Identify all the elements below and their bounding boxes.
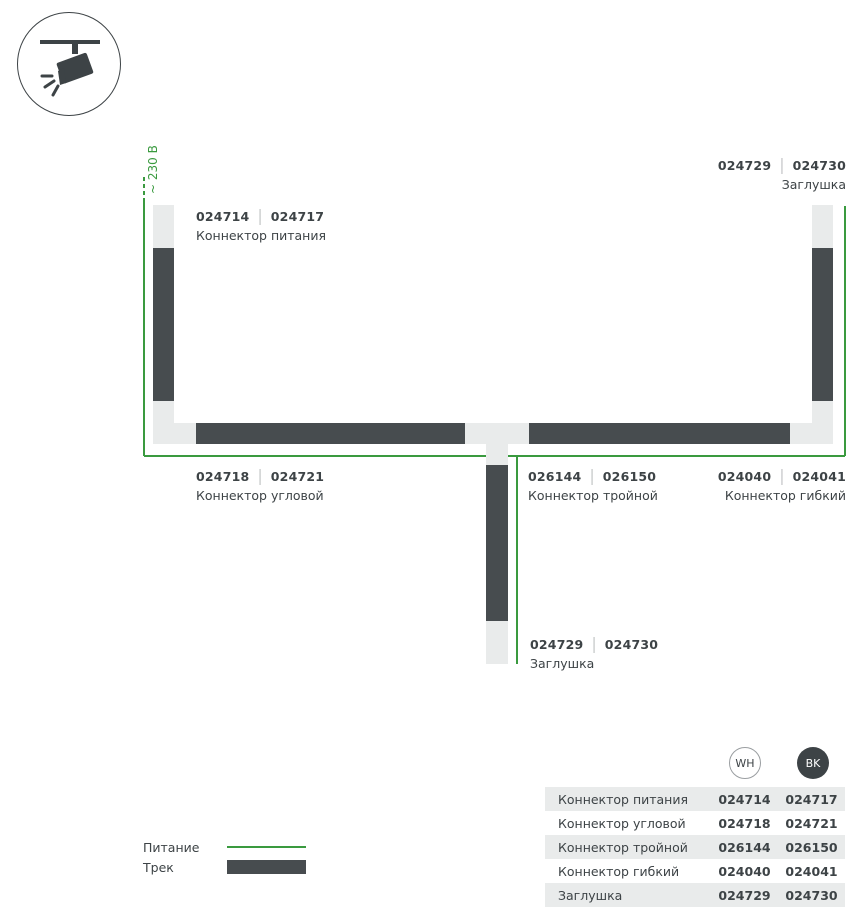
table-row: [545, 787, 845, 811]
legend-track-label: Трек: [143, 860, 174, 875]
tee-connector-stem: [486, 444, 508, 465]
color-badge-white: WH: [729, 747, 761, 779]
label-corner-connector: 024718 | 024721 Коннектор угловой: [196, 466, 325, 503]
row-code-bk: 024721: [785, 815, 838, 831]
code-wh: 024718: [196, 469, 250, 484]
track-bottom-right: [529, 423, 790, 444]
code-bk: 024730: [604, 637, 659, 652]
row-name: Коннектор угловой: [558, 815, 686, 831]
end-cap-top-right: [812, 205, 833, 248]
track-bottom-left: [196, 423, 465, 444]
label-tee-connector: 026144 | 026150 Коннектор тройной: [528, 466, 658, 503]
label-end-cap-bottom: 024729 | 024730 Заглушка: [530, 634, 659, 671]
code-bk: 024041: [792, 469, 846, 484]
row-code-wh: 026144: [711, 835, 778, 859]
component-name: Коннектор гибкий: [724, 488, 846, 503]
component-name: Коннектор питания: [196, 228, 326, 243]
row-code-bk: 024730: [778, 883, 845, 907]
table-row: [545, 859, 845, 883]
code-wh: 024714: [196, 209, 250, 224]
row-code-bk: 024041: [785, 863, 838, 879]
table-row: [545, 883, 845, 907]
flex-connector-arm: [812, 401, 833, 423]
label-flex-connector: 024040 | 024041 Коннектор гибкий: [717, 466, 846, 503]
component-name: Заглушка: [530, 656, 595, 671]
track-stem: [486, 465, 508, 621]
track-right: [812, 248, 833, 401]
component-name: Коннектор тройной: [528, 488, 658, 503]
spec-table: [545, 787, 845, 907]
tee-connector: [465, 423, 529, 444]
table-row: [545, 835, 845, 859]
code-wh: 024040: [717, 469, 772, 484]
color-badge-black: BK: [797, 747, 829, 779]
row-name: Коннектор тройной: [545, 835, 711, 859]
code-wh: 026144: [528, 469, 582, 484]
label-power-connector: 024714 | 024717 Коннектор питания: [196, 206, 326, 243]
label-end-cap-top-right: 024729 | 024730 Заглушка: [717, 155, 846, 192]
row-code-bk: 026150: [778, 835, 845, 859]
row-name: Заглушка: [545, 883, 711, 907]
row-code-wh: 024729: [711, 883, 778, 907]
code-bk: 026150: [602, 469, 657, 484]
component-name: Заглушка: [781, 177, 846, 192]
legend-track-swatch: [227, 860, 306, 874]
voltage-label: ~ 230 В: [146, 145, 160, 194]
end-cap-bottom: [486, 621, 508, 664]
row-code-bk: 024717: [778, 787, 845, 811]
row-code-wh: 024714: [711, 787, 778, 811]
legend-power-label: Питание: [143, 840, 200, 855]
row-code-wh: 024040: [718, 863, 771, 879]
table-row: [545, 811, 845, 835]
code-bk: 024730: [792, 158, 846, 173]
code-bk: 024717: [270, 209, 325, 224]
row-name: Коннектор питания: [545, 787, 711, 811]
corner-connector: [153, 401, 174, 444]
track-left: [153, 248, 174, 401]
component-name: Коннектор угловой: [196, 488, 324, 503]
flex-connector: [790, 423, 833, 444]
legend-power-swatch: [227, 846, 306, 848]
row-code-wh: 024718: [718, 815, 771, 831]
code-wh: 024729: [530, 637, 584, 652]
power-connector: [153, 205, 174, 248]
corner-connector-arm: [174, 423, 196, 444]
code-wh: 024729: [717, 158, 772, 173]
row-name: Коннектор гибкий: [558, 863, 680, 879]
code-bk: 024721: [270, 469, 325, 484]
